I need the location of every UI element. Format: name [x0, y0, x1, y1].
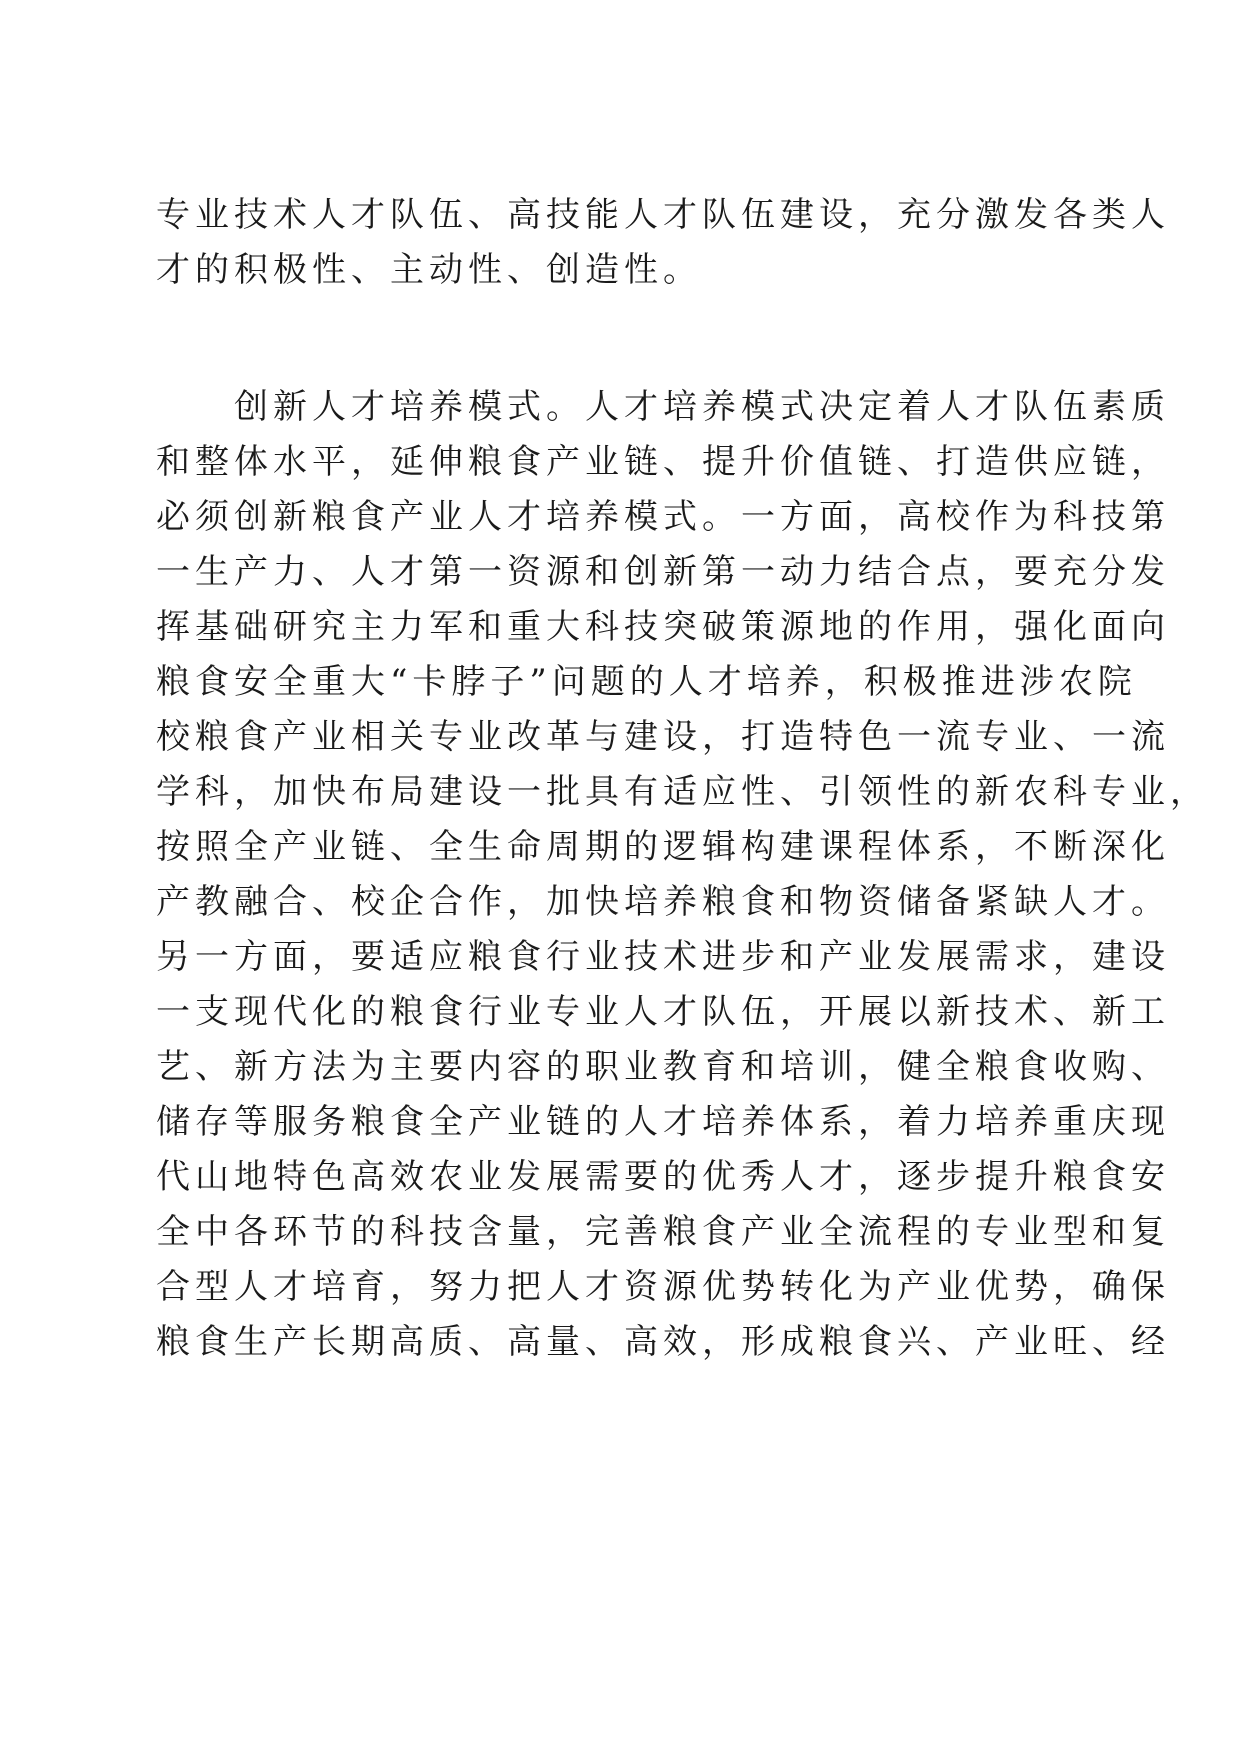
text-line: 合型人才培育，努力把人才资源优势转化为产业优势，确保	[156, 1267, 1170, 1307]
text-line: 学科，加快布局建设一批具有适应性、引领性的新农科专业，	[156, 772, 1209, 812]
text-line: 专业技术人才队伍、高技能人才队伍建设，充分激发各类人	[156, 195, 1170, 235]
text-line: 创新人才培养模式。人才培养模式决定着人才队伍素质	[156, 387, 1170, 427]
text-line: 挥基础研究主力军和重大科技突破策源地的作用，强化面向	[156, 607, 1170, 647]
text-line: 校粮食产业相关专业改革与建设，打造特色一流专业、一流	[156, 717, 1170, 757]
text-line: 必须创新粮食产业人才培养模式。一方面，高校作为科技第	[156, 497, 1170, 537]
text-line: 产教融合、校企合作，加快培养粮食和物资储备紧缺人才。	[156, 882, 1170, 922]
text-line: 另一方面，要适应粮食行业技术进步和产业发展需求，建设	[156, 937, 1170, 977]
paragraph-continuation	[156, 188, 1170, 298]
text-line: 全中各环节的科技含量，完善粮食产业全流程的专业型和复	[156, 1212, 1170, 1252]
paragraph-talent-training	[156, 380, 1209, 1370]
text-line: 和整体水平，延伸粮食产业链、提升价值链、打造供应链，	[156, 442, 1170, 482]
text-line: 粮食安全重大“卡脖子”问题的人才培养，积极推进涉农院	[156, 662, 1137, 702]
text-line: 一支现代化的粮食行业专业人才队伍，开展以新技术、新工	[156, 992, 1170, 1032]
text-line: 才的积极性、主动性、创造性。	[156, 250, 702, 290]
text-line: 一生产力、人才第一资源和创新第一动力结合点，要充分发	[156, 552, 1170, 592]
text-line: 代山地特色高效农业发展需要的优秀人才，逐步提升粮食安	[156, 1157, 1170, 1197]
text-line: 粮食生产长期高质、高量、高效，形成粮食兴、产业旺、经	[156, 1322, 1170, 1362]
text-line: 按照全产业链、全生命周期的逻辑构建课程体系，不断深化	[156, 827, 1170, 867]
text-line: 储存等服务粮食全产业链的人才培养体系，着力培养重庆现	[156, 1102, 1170, 1142]
text-line: 艺、新方法为主要内容的职业教育和培训，健全粮食收购、	[156, 1047, 1170, 1087]
